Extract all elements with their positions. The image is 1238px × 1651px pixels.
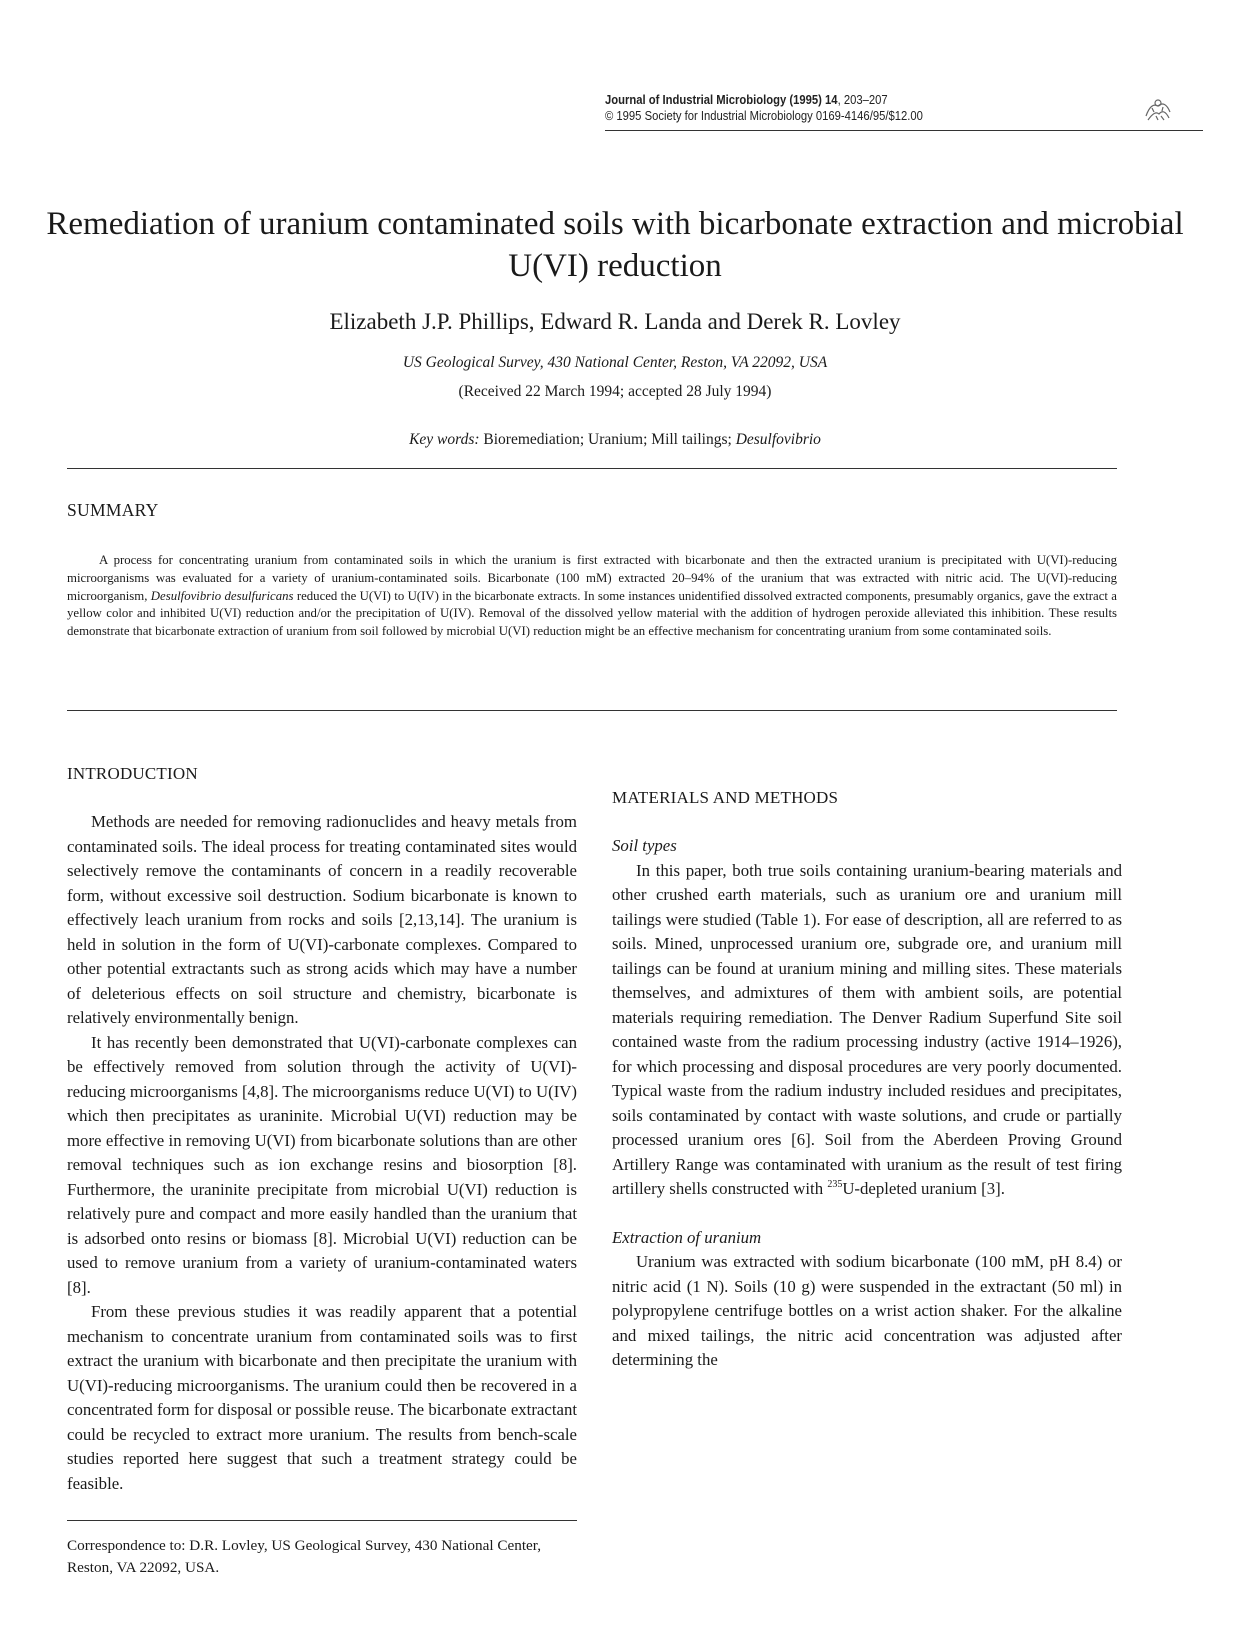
- isotope-mass-number: 235: [827, 1179, 843, 1190]
- soil-types-text-a: In this paper, both true soils containing uranium-bearing materials and other crushed earth materials, such as uranium ore and uranium mill tailings were studied (Table 1). For ease of description, all are referred to as soils. Mined, unprocessed uranium ore, subgrade ore, and uranium mill tailings can be found at uranium mining and milling sites. These materials themselves, and admixtures of them with ambient soils, are potential materials requiring remediation. The Denver Radium Superfund Site soil contained waste from the radium processing industry (active 1914–1926), for which processing and disposal procedures are very poorly documented. Typical waste from the radium industry included residues and precipitates, soils contaminated by contact with waste solutions, and crude or partially processed uranium ores [6]. Soil from the Aberdeen Proving Ground Artillery Range was contaminated with uranium as the result of test firing artillery shells constructed with: [612, 860, 1122, 1198]
- introduction-heading: INTRODUCTION: [67, 764, 198, 783]
- extraction-heading: Extraction of uranium: [612, 1227, 762, 1247]
- article-title: Remediation of uranium contaminated soils with bicarbonate extraction and microbial U(VI) reduction: [46, 206, 1184, 284]
- keywords: [40, 430, 1190, 450]
- footnote-rule: [67, 1520, 577, 1521]
- copyright-line: © 1995 Society for Industrial Microbiology 0169-4146/95/$12.00: [605, 109, 923, 123]
- keywords-terms: Bioremediation; Uranium; Mill tailings;: [479, 431, 736, 448]
- correspondence-footnote: Correspondence to: D.R. Lovley, US Geological Survey, 430 National Center, Reston, VA 22092, USA.: [67, 1537, 542, 1576]
- methods-heading: MATERIALS AND METHODS: [612, 788, 839, 807]
- summary-bottom-rule: [67, 710, 1117, 711]
- summary-text: [67, 552, 1117, 641]
- publisher-logo-icon: [1143, 96, 1173, 124]
- summary-text-a: A process for concentrating uranium from contaminated soils in which the uranium is first extracted with bicarbonate and then the extracted uranium is precipitated with U(VI)-reducing microorganisms was evaluated for a variety of uranium-contaminated soils. Bicarbonate (100 mM) extracted 20–94% of the uranium that was extracted with nitric acid. The U(VI)-reducing microorganism,: [67, 553, 1117, 603]
- intro-paragraph-3: From these previous studies it was readily apparent that a potential mechanism to concentrate uranium from contaminated soils was to first extract the uranium with bicarbonate and then precipitate the uranium with U(VI)-reducing microorganisms. The uranium could then be recovered in a concentrated form for disposal or possible reuse. The bicarbonate extractant could be recycled to extract more uranium. The results from bench-scale studies reported here suggest that such a treatment strategy could be feasible.: [67, 1302, 577, 1493]
- right-column: [612, 762, 1122, 1373]
- left-column: [67, 762, 577, 1496]
- keywords-label: Key words:: [409, 431, 480, 448]
- summary-organism: Desulfovibrio desulfuricans: [150, 588, 294, 603]
- soil-types-paragraph: [612, 859, 1122, 1202]
- journal-volume: 14: [825, 93, 838, 107]
- affiliation: US Geological Survey, 430 National Center, Reston, VA 22092, USA: [402, 354, 828, 371]
- received-dates: (Received 22 March 1994; accepted 28 July 1994): [458, 383, 772, 400]
- soil-types-text-b: U-depleted uranium [3].: [842, 1179, 1005, 1198]
- summary-heading: SUMMARY: [67, 500, 159, 520]
- intro-paragraph-1: Methods are needed for removing radionuclides and heavy metals from contaminated soils. The ideal process for treating contaminated sites would selectively remove the contaminants of concern in a readily recoverable form, without excessive soil destruction. Sodium bicarbonate is known to effectively leach uranium from rocks and soils [2,13,14]. The uranium is held in solution in the form of U(VI)-carbonate complexes. Compared to other potential extractants such as strong acids which may have a number of deleterious effects on soil structure and chemistry, bicarbonate is relatively environmentally benign.: [67, 812, 577, 1027]
- summary-top-rule: [67, 468, 1117, 469]
- soil-types-heading: Soil types: [612, 836, 677, 855]
- intro-paragraph-2: It has recently been demonstrated that U(VI)-carbonate complexes can be effectively removed from solution through the activity of U(VI)-reducing microorganisms [4,8]. The microorganisms reduce U(VI) to U(IV) which then precipitates as uraninite. Microbial U(VI) reduction may be more effective in removing U(VI) from bicarbonate solutions than are other removal techniques such as ion exchange resins and biosorption [8]. Furthermore, the uraninite precipitate from microbial U(VI) reduction is relatively pure and compact and more easily handled than the uranium that is adsorbed onto resins or biomass [8]. Microbial U(VI) reduction can be used to remove uranium from a variety of uranium-contaminated waters [8].: [67, 1032, 577, 1297]
- journal-header: [605, 92, 1145, 124]
- keywords-italic-term: Desulfovibrio: [735, 431, 821, 448]
- journal-name: Journal of Industrial Microbiology (1995): [605, 93, 822, 107]
- summary-text-b: reduced the U(VI) to U(IV) in the bicarbonate extracts. In some instances unidentified dissolved extracted components, presumably organics, gave the extract a yellow color and inhibited U(VI) reduction and/or the precipitation of U(IV). Removal of the dissolved yellow material with the addition of hydrogen peroxide alleviated this inhibition. These results demonstrate that bicarbonate extraction of uranium from soil followed by microbial U(VI) reduction might be an effective mechanism for concentrating uranium from some contaminated soils.: [67, 588, 1117, 639]
- extraction-paragraph: Uranium was extracted with sodium bicarbonate (100 mM, pH 8.4) or nitric acid (1 N). Soils (10 g) were suspended in the extractant (50 ml) in polypropylene centrifuge bottles on a wrist action shaker. For the alkaline and mixed tailings, the nitric acid concentration was adjusted after determining the: [612, 1252, 1122, 1369]
- header-rule: [605, 130, 1203, 131]
- journal-pages: , 203–207: [837, 93, 888, 107]
- journal-citation: [605, 92, 1145, 108]
- authors: Elizabeth J.P. Phillips, Edward R. Landa and Derek R. Lovley: [329, 309, 901, 334]
